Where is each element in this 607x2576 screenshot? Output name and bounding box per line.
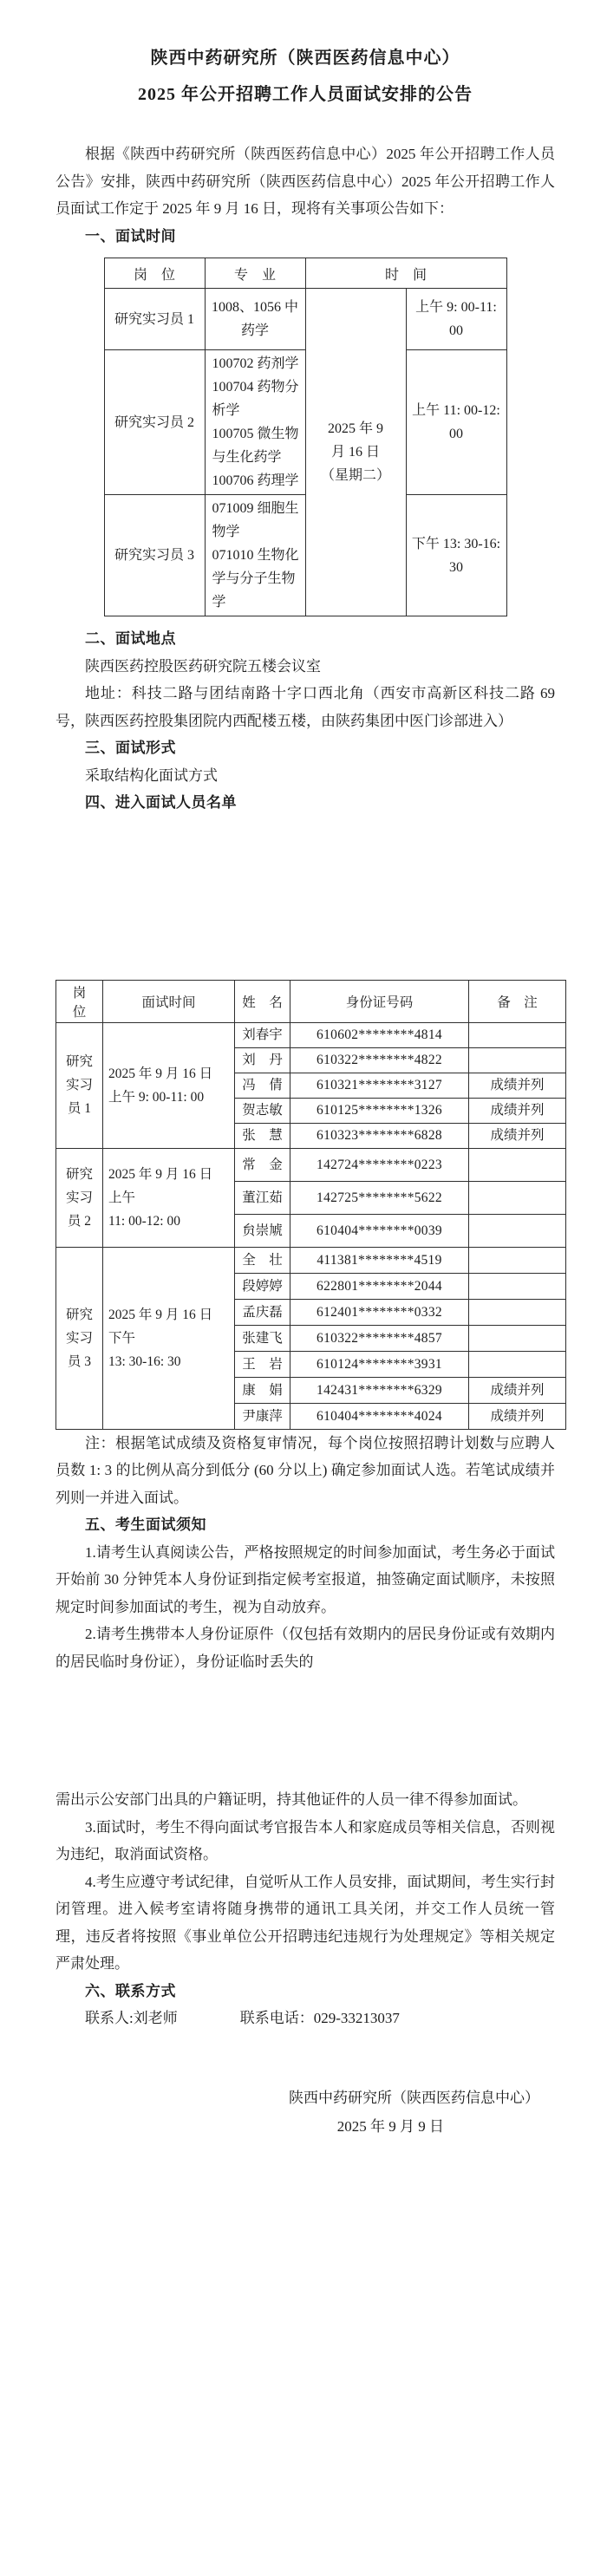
cell-line: 13: 30-16: 30 [108,1353,181,1369]
candidate-post-cell [56,1247,103,1429]
notice-item: 需出示公安部门出具的户籍证明，持其他证件的人员一律不得参加面试。 [55,1791,527,1808]
cell-line: 员 2 [67,1213,92,1229]
cell-line: 100706 药理学 [212,473,299,488]
candidate-id: 610323********6828 [290,1123,469,1148]
candidate-id: 610404********0039 [290,1214,469,1247]
signature-organization: 陕西中药研究所（陕西医药信息中心） [289,2089,539,2106]
candidate-id: 142724********0223 [290,1148,469,1181]
candidate-id: 411381********4519 [290,1247,469,1273]
notice-list-after-break [55,1786,555,1978]
cell-line: 071009 细胞生物学 [212,501,299,539]
section-heading-3: 三、面试形式 [85,740,176,756]
schedule-table-body [104,289,506,616]
candidate-remark [469,1047,566,1073]
contact-phone: 联系电话：029-33213037 [239,2010,400,2026]
candidate-remark [469,1247,566,1273]
schedule-table-head [104,258,506,289]
cell-line: 实习 [65,1078,93,1092]
candidate-name: 全 壮 [235,1247,290,1273]
candidate-name: 康 娟 [235,1377,290,1403]
cell-line: （星期二） [320,468,390,483]
schedule-header-cell: 时 间 [305,258,506,289]
candidate-time-cell [103,1148,235,1247]
schedule-header-cell: 岗 位 [104,258,205,289]
candidate-id: 142725********5622 [290,1181,469,1214]
candidate-id: 142431********6329 [290,1377,469,1403]
notice-item: 2.请考生携带本人身份证原件（仅包括有效期内的居民身份证或有效期内的居民临时身份证），身份证临时丢失的 [55,1626,555,1670]
section-heading-2: 二、面试地点 [85,630,176,647]
candidates-table-head [56,980,566,1022]
page-break-gap-1 [55,817,555,980]
candidate-name: 孟庆磊 [235,1299,290,1325]
candidate-remark [469,1325,566,1351]
candidate-remark: 成绩并列 [469,1123,566,1148]
candidate-remark: 成绩并列 [469,1098,566,1123]
cell-line: 100705 微生物与生化药学 [212,427,299,465]
schedule-post-cell: 研究实习员 2 [104,350,205,495]
candidate-id: 610321********3127 [290,1073,469,1098]
interview-form: 采取结构化面试方式 [85,766,218,784]
candidates-header-cell: 备 注 [469,980,566,1022]
cell-line: 2025 年 9 月 16 日 [108,1066,213,1081]
candidate-name: 贠崇虓 [235,1214,290,1247]
schedule-time-cell: 上午 9: 00-11: 00 [406,289,506,350]
candidate-remark [469,1022,566,1047]
cell-line: 100702 药剂学 [212,356,299,371]
candidate-name: 王 岩 [235,1351,290,1377]
cell-line: 研究 [65,1054,93,1069]
schedule-major-cell [205,289,305,350]
section-heading-4: 四、进入面试人员名单 [85,794,237,811]
candidate-row [56,1022,566,1047]
cell-line: 员 1 [67,1101,92,1116]
candidate-remark [469,1214,566,1247]
section-heading-1: 一、面试时间 [85,227,176,245]
contact-line [55,2005,555,2032]
candidate-row [56,1247,566,1273]
schedule-time-cell: 上午 11: 00-12: 00 [406,350,506,495]
cell-line: 研究 [65,1307,93,1322]
notice-item: 1.请考生认真阅读公告，严格按照规定的时间参加面试，考生务必于面试开始前 30 分钟凭本人身份证到指定候考室报道，抽签确定面试顺序，未按照规定时间参加面试的考生，视为自动放弃。 [55,1543,555,1615]
candidate-remark [469,1273,566,1299]
candidate-id: 612401********0332 [290,1299,469,1325]
candidate-row [56,1148,566,1181]
candidate-remark [469,1351,566,1377]
cell-line: 071010 生物化学与分子生物学 [212,548,299,610]
schedule-header-cell: 专 业 [205,258,305,289]
cell-line: 上午 9: 00-11: 00 [108,1089,205,1105]
candidate-id: 610124********3931 [290,1351,469,1377]
location-room: 陕西医药控股医药研究院五楼会议室 [85,657,321,675]
cell-line: 实习 [65,1330,93,1346]
candidates-header-cell: 姓 名 [235,980,290,1022]
schedule-time-cell: 下午 13: 30-16: 30 [406,495,506,616]
document-title [55,40,555,113]
location-address: 地址：科技二路与团结南路十字口西北角（西安市高新区科技二路 69 号，陕西医药控股集团院内西配楼五楼，由陕药集团中医门诊部进入） [55,685,555,729]
candidate-remark [469,1181,566,1214]
title-line-2: 2025 年公开招聘工作人员面试安排的公告 [138,85,473,104]
candidate-name: 刘 丹 [235,1047,290,1073]
candidate-name: 段婷婷 [235,1273,290,1299]
candidate-remark [469,1148,566,1181]
candidates-table [55,980,566,1430]
cell-line: 2025 年 9 [327,421,383,436]
candidate-name: 常 金 [235,1148,290,1181]
candidate-id: 610125********1326 [290,1098,469,1123]
candidate-name: 刘春宇 [235,1022,290,1047]
notice-item: 4.考生应遵守考试纪律，自觉听从工作人员安排，面试期间，考生实行封闭管理。进入候考室请将随身携带的通讯工具关闭，并交工作人员统一管理，违反者将按照《事业单位公开招聘违纪违规行为处理规定》等相关规定严肃处理。 [55,1873,555,1972]
cell-line: 2025 年 9 月 16 日 [108,1307,213,1322]
cell-line: 1008、1056 中药学 [211,300,298,338]
candidate-name: 贺志敏 [235,1098,290,1123]
cell-line: 下午 [108,1330,136,1346]
candidate-id: 610404********4024 [290,1403,469,1429]
notice-item: 3.面试时，考生不得向面试考官报告本人和家庭成员等相关信息，否则视为违纪，取消面试资格。 [55,1818,555,1862]
table-note: 注：根据笔试成绩及资格复审情况，每个岗位按照招聘计划数与应聘人员数 1: 3 的比例从高分到低分 (60 分以上) 确定参加面试人选。若笔试成绩并列则一并进入面试。 [55,1434,555,1506]
cell-line: 员 3 [67,1353,92,1369]
candidate-name: 张建飞 [235,1325,290,1351]
candidate-remark: 成绩并列 [469,1073,566,1098]
candidates-header-cell: 岗 位 [56,980,103,1022]
section-heading-5: 五、考生面试须知 [85,1516,206,1533]
schedule-major-cell [205,350,305,495]
cell-line: 实习 [65,1190,93,1205]
candidate-id: 610322********4857 [290,1325,469,1351]
schedule-post-cell: 研究实习员 3 [104,495,205,616]
signature-date: 2025 年 9 月 9 日 [336,2118,444,2135]
candidates-table-body [56,1022,566,1429]
candidates-header-cell: 身份证号码 [290,980,469,1022]
cell-line: 上午 [108,1190,136,1205]
candidate-name: 尹康萍 [235,1403,290,1429]
title-line-1: 陕西中药研究所（陕西医药信息中心） [150,49,460,68]
candidate-id: 610322********4822 [290,1047,469,1073]
cell-line: 100704 药物分析学 [212,380,299,418]
candidate-remark: 成绩并列 [469,1377,566,1403]
candidate-time-cell [103,1247,235,1429]
schedule-date-cell [305,289,406,616]
candidate-id: 610602********4814 [290,1022,469,1047]
schedule-post-cell: 研究实习员 1 [104,289,205,350]
candidate-id: 622801********2044 [290,1273,469,1299]
candidate-remark [469,1299,566,1325]
cell-line: 研究 [65,1166,93,1182]
candidate-post-cell [56,1148,103,1247]
candidate-name: 董江茹 [235,1181,290,1214]
section-heading-6: 六、联系方式 [85,1982,176,1999]
cell-line: 月 16 日 [330,445,380,460]
candidate-name: 张 慧 [235,1123,290,1148]
cell-line: 11: 00-12: 00 [108,1213,180,1229]
contact-person: 联系人:刘老师 [85,2010,178,2026]
schedule-table [104,258,507,616]
page-break-gap-2 [55,1675,555,1786]
candidates-header-cell: 面试时间 [103,980,235,1022]
candidate-name: 冯 倩 [235,1073,290,1098]
schedule-major-cell [205,495,305,616]
intro-paragraph: 根据《陕西中药研究所（陕西医药信息中心）2025 年公开招聘工作人员公告》安排，陕西中药研究所（陕西医药信息中心）2025 年公开招聘工作人员面试工作定于 2025 年 9 月 16 日，现将有关事项公告如下： [55,146,555,217]
schedule-header-row [104,258,506,289]
cell-line: 2025 年 9 月 16 日 [108,1166,213,1182]
candidate-time-cell [103,1022,235,1148]
candidate-post-cell [56,1022,103,1148]
schedule-row [104,289,506,350]
notice-list-before-break [55,1539,555,1676]
candidates-header-row [56,980,566,1022]
candidate-remark: 成绩并列 [469,1403,566,1429]
